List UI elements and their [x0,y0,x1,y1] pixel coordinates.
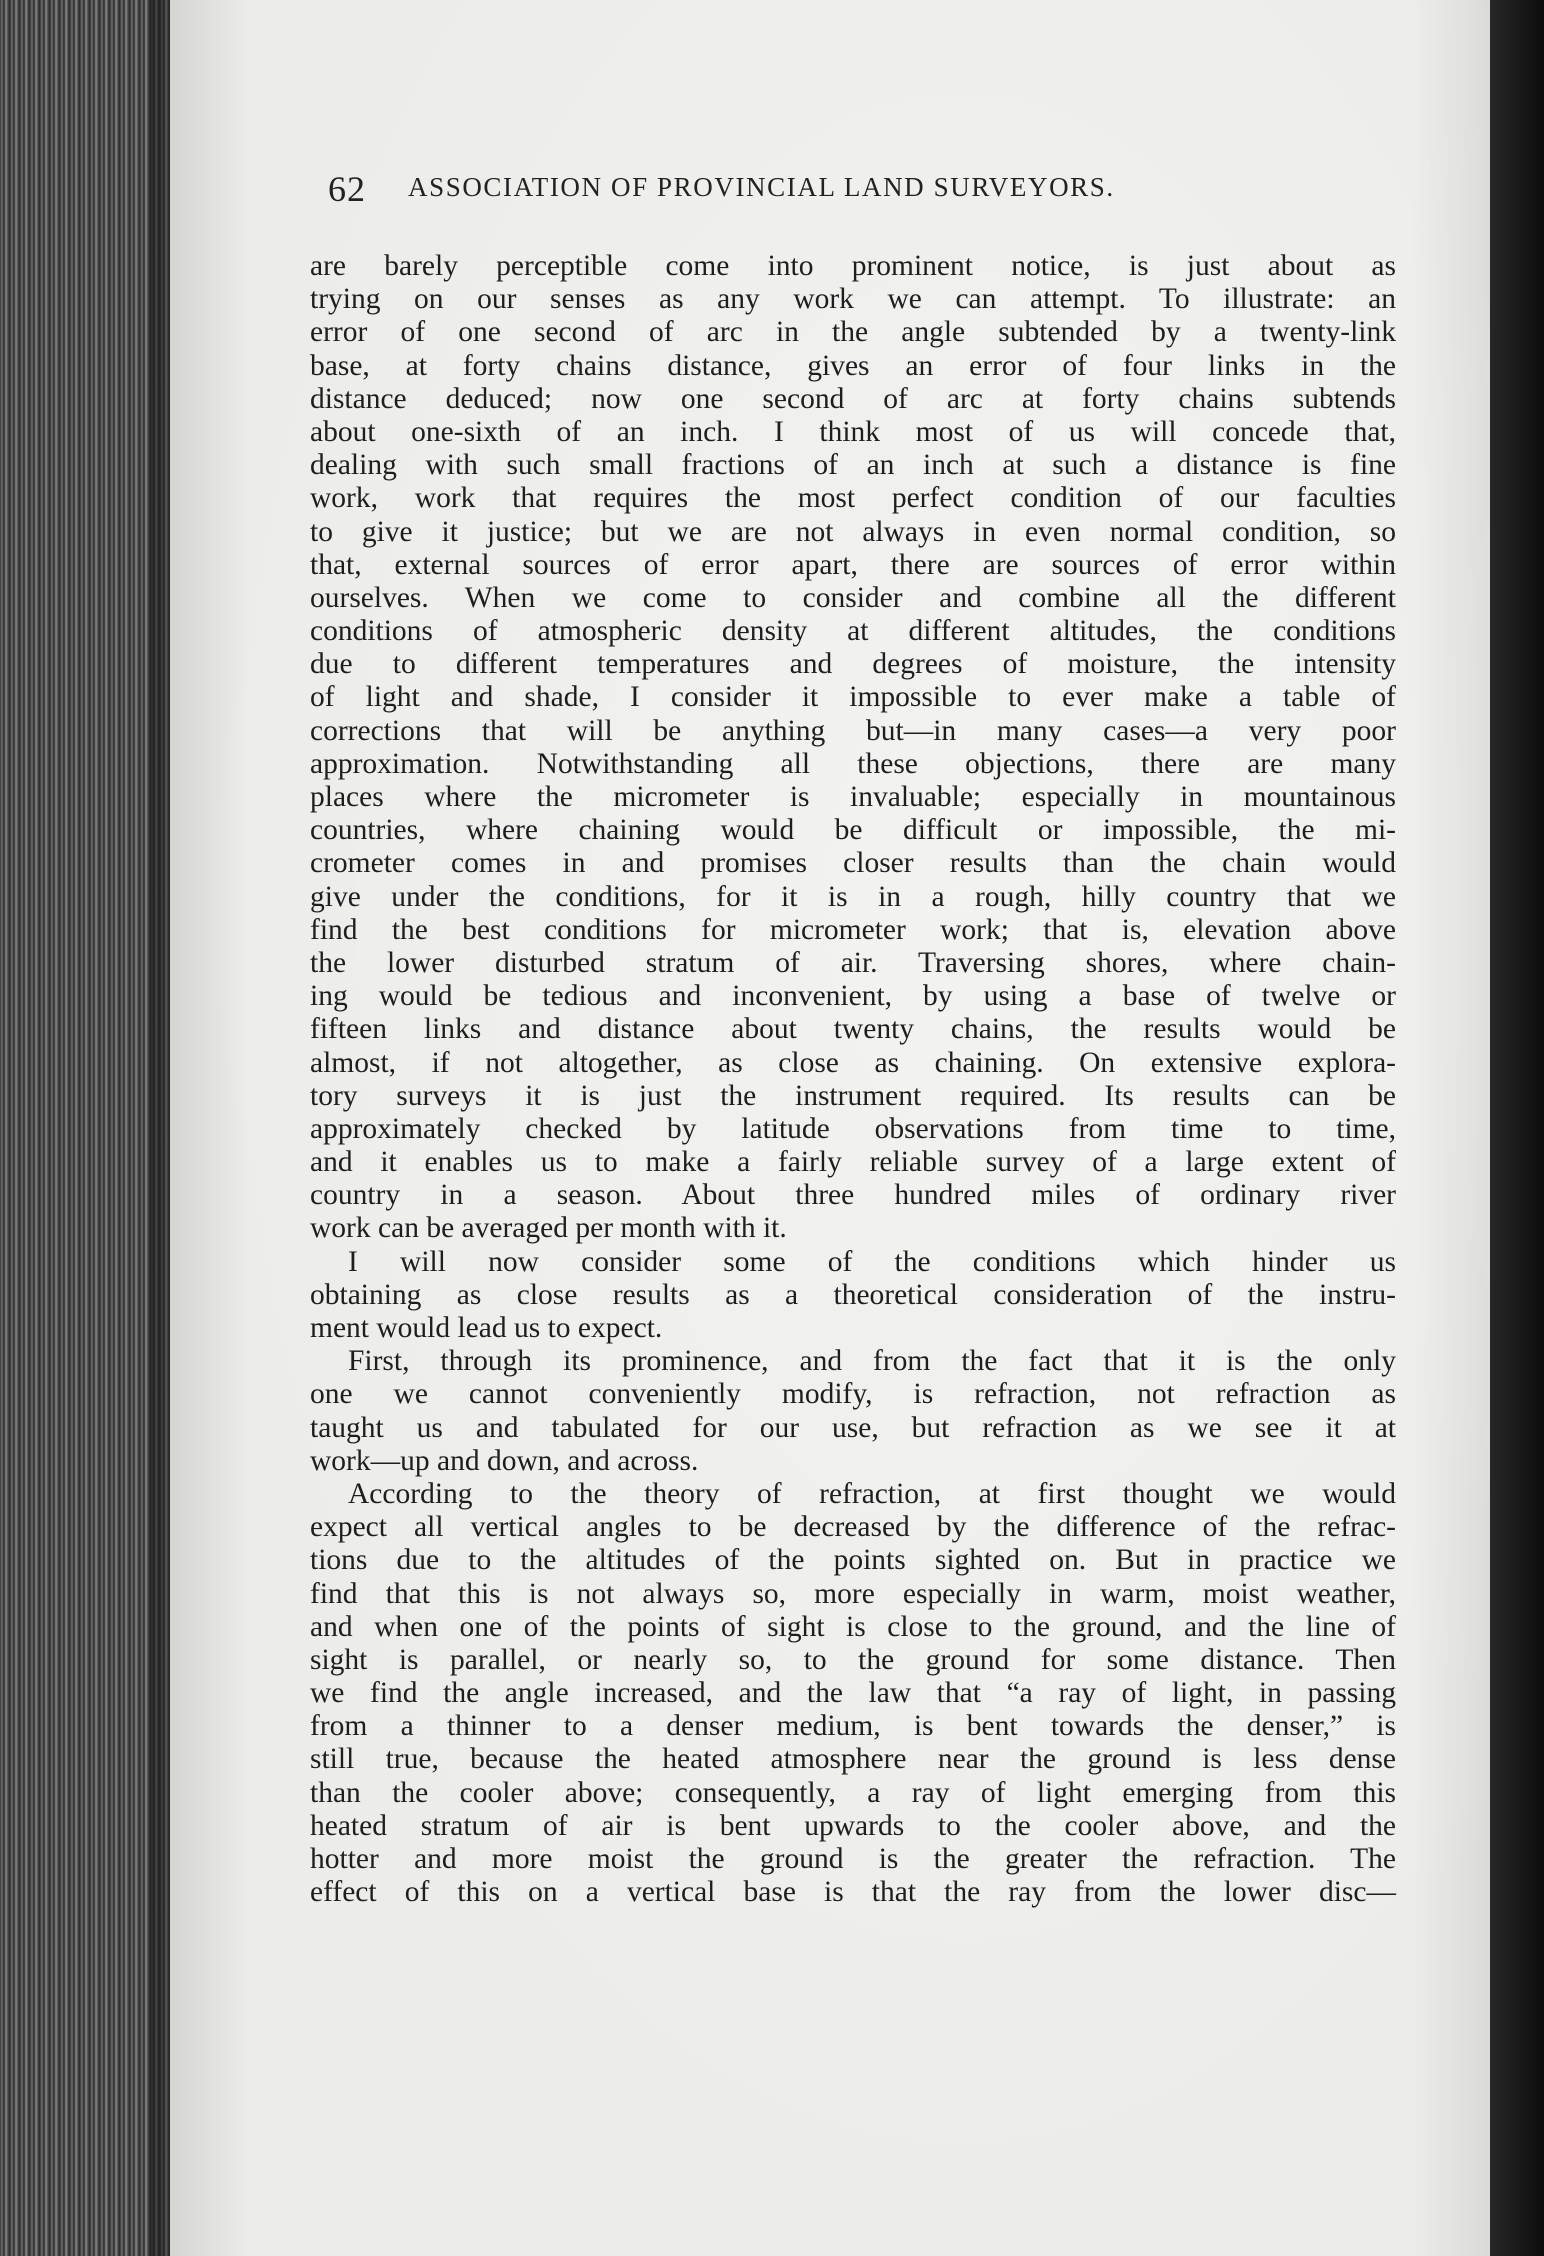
text-line: distance deduced; now one second of arc at forty chains subtends [310,382,1396,415]
text-line: work, work that requires the most perfect condition of our faculties [310,482,1396,515]
text-line: find the best conditions for micrometer work; that is, elevation above [310,913,1396,946]
text-line: ment would lead us to expect. [310,1312,663,1344]
page-number: 62 [328,169,366,209]
text-line: heated stratum of air is bent upwards to the cooler above, and the [310,1809,1396,1842]
text-line: base, at forty chains distance, gives an error of four links in the [310,349,1396,382]
text-line: tions due to the altitudes of the points sighted on. But in practice we [310,1544,1396,1577]
text-line: are barely perceptible come into prominent notice, is just about as [310,250,1396,282]
text-line: effect of this on a vertical base is that the ray from the lower disc— [310,1876,1396,1909]
page-header [328,168,1288,214]
text-line: from a thinner to a denser medium, is bent towards the denser,” is [310,1710,1396,1743]
text-line: that, external sources of error apart, there are sources of error within [310,548,1396,581]
text-line: taught us and tabulated for our use, but refraction as we see it at [310,1411,1396,1444]
text-line: still true, because the heated atmosphere near the ground is less dense [310,1743,1396,1776]
text-line: work—up and down, and across. [310,1444,699,1477]
text-line: we find the angle increased, and the law that “a ray of light, in passing [310,1677,1396,1710]
text-line: expect all vertical angles to be decreased by the difference of the refrac- [310,1511,1396,1544]
text-line: I will now consider some of the conditions which hinder us [348,1245,1396,1278]
right-page-edge [1484,0,1544,2256]
text-line: one we cannot conveniently modify, is refraction, not refraction as [310,1378,1396,1411]
text-line: dealing with such small fractions of an inch at such a distance is fine [310,449,1396,482]
text-line: corrections that will be anything but—in many cases—a very poor [310,714,1396,747]
text-line: and it enables us to make a fairly reliable survey of a large extent of [310,1146,1396,1179]
text-line: the lower disturbed stratum of air. Traversing shores, where chain- [310,946,1396,979]
text-line: sight is parallel, or nearly so, to the ground for some distance. Then [310,1643,1396,1676]
text-line: and when one of the points of sight is close to the ground, and the line of [310,1610,1396,1643]
text-line: First, through its prominence, and from the fact that it is the only [348,1345,1396,1378]
text-line: work can be averaged per month with it. [310,1212,787,1245]
text-line: almost, if not altogether, as close as chaining. On extensive explora- [310,1046,1396,1079]
text-line: approximately checked by latitude observations from time to time, [310,1112,1396,1145]
text-line: conditions of atmospheric density at different altitudes, the conditions [310,615,1396,648]
text-line: ourselves. When we come to consider and combine all the different [310,581,1396,614]
text-line: due to different temperatures and degrees of moisture, the intensity [310,648,1396,681]
text-line: hotter and more moist the ground is the greater the refraction. The [310,1843,1396,1875]
text-line: tory surveys it is just the instrument required. Its results can be [310,1079,1396,1112]
text-line: give under the conditions, for it is in a rough, hilly country that we [310,880,1396,913]
text-line: crometer comes in and promises closer results than the chain would [310,847,1396,880]
text-line: find that this is not always so, more especially in warm, moist weather, [310,1577,1396,1610]
text-line: to give it justice; but we are not always in even normal condition, so [310,515,1396,548]
text-line: ing would be tedious and inconvenient, by using a base of twelve or [310,980,1396,1013]
text-line: fifteen links and distance about twenty chains, the results would be [310,1013,1396,1046]
text-line: of light and shade, I consider it impossible to ever make a table of [310,681,1396,714]
running-head: ASSOCIATION OF PROVINCIAL LAND SURVEYORS. [408,172,1115,202]
text-line: than the cooler above; consequently, a ray of light emerging from this [310,1776,1396,1809]
text-line: about one-sixth of an inch. I think most of us will concede that, [310,415,1396,448]
text-line: trying on our senses as any work we can attempt. To illustrate: an [310,283,1396,316]
book-binding-edge [0,0,190,2256]
text-line: According to the theory of refraction, at first thought we would [348,1477,1396,1510]
text-line: countries, where chaining would be difficult or impossible, the mi- [310,814,1396,847]
text-line: obtaining as close results as a theoretical consideration of the instru- [310,1278,1396,1311]
text-line: approximation. Notwithstanding all these objections, there are many [310,747,1396,780]
body-text [310,250,1396,1909]
text-line: error of one second of arc in the angle subtended by a twenty-link [310,316,1396,349]
text-line: places where the micrometer is invaluable; especially in mountainous [310,781,1396,813]
text-line: country in a season. About three hundred miles of ordinary river [310,1179,1396,1212]
